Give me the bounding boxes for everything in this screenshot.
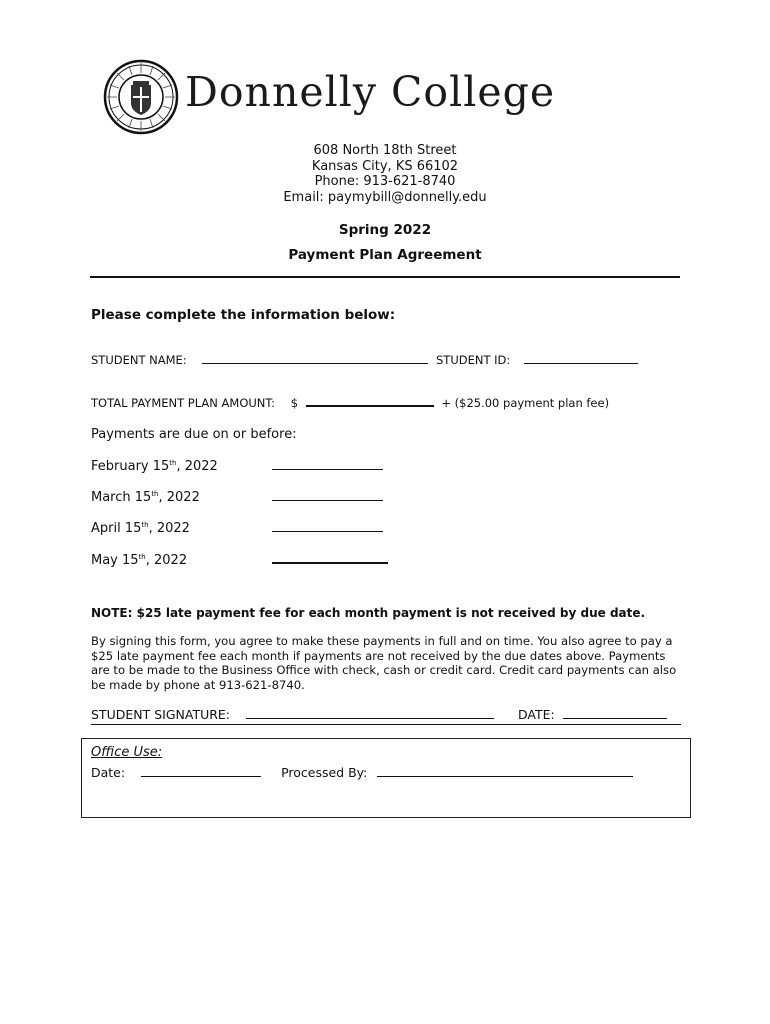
student-id-field[interactable] [524, 352, 638, 364]
phone-text: Phone: 913-621-8740 [314, 174, 456, 189]
office-date-label: Date: [91, 765, 126, 780]
currency-symbol: $ [290, 396, 299, 410]
due-date-year: , 2022 [145, 553, 188, 568]
due-date-row [91, 520, 383, 536]
signature-date-field[interactable] [563, 707, 667, 719]
college-name: Donnelly College [185, 68, 556, 116]
processed-by-field[interactable] [377, 765, 633, 777]
signature-label: STUDENT SIGNATURE: [91, 707, 231, 722]
office-use-row [91, 765, 633, 780]
signature-field[interactable] [246, 707, 494, 719]
due-heading: Payments are due on or before: [91, 427, 297, 442]
office-use-box [81, 738, 691, 818]
due-date-month: May 15 [91, 553, 139, 568]
due-date-amount-field[interactable] [272, 489, 383, 501]
instructions-heading: Please complete the information below: [91, 307, 396, 323]
due-date-month: April 15 [91, 521, 142, 536]
due-date-suffix: th [151, 490, 159, 498]
late-fee-note: NOTE: $25 late payment fee for each month payment is not received by due date. [91, 606, 646, 620]
due-date-suffix: th [169, 459, 177, 467]
fee-note: + ($25.00 payment plan fee) [441, 396, 610, 410]
due-date-row [91, 551, 388, 568]
due-date-suffix: th [141, 521, 149, 529]
signature-row [91, 707, 681, 725]
document-title: Payment Plan Agreement [288, 247, 482, 263]
college-seal-icon [103, 59, 179, 135]
due-date-amount-field[interactable] [272, 520, 383, 532]
address-street: 608 North 18th Street [313, 143, 457, 158]
office-use-heading: Office Use: [91, 745, 163, 760]
header-divider [90, 276, 680, 278]
signature-date-label: DATE: [518, 707, 555, 722]
due-date-year: , 2022 [158, 490, 200, 505]
address-block [0, 143, 770, 205]
due-date-amount-field[interactable] [272, 551, 388, 564]
student-name-label: STUDENT NAME: [91, 353, 187, 367]
due-date-amount-field[interactable] [272, 458, 383, 470]
due-date-month: February 15 [91, 459, 170, 474]
due-date-month: March 15 [91, 490, 152, 505]
total-amount-field[interactable] [306, 394, 434, 407]
student-name-field[interactable] [202, 352, 428, 364]
due-date-year: , 2022 [148, 521, 190, 536]
total-amount-label: TOTAL PAYMENT PLAN AMOUNT: [91, 396, 276, 410]
office-date-field[interactable] [141, 765, 261, 777]
due-date-row [91, 489, 383, 505]
address-city: Kansas City, KS 66102 [311, 158, 459, 174]
due-date-suffix: th [138, 553, 146, 561]
total-amount-row [91, 394, 609, 410]
processed-by-label: Processed By: [281, 765, 368, 780]
student-id-label: STUDENT ID: [436, 353, 511, 367]
student-info-row [91, 352, 638, 367]
due-date-year: , 2022 [176, 459, 218, 474]
agreement-paragraph: By signing this form, you agree to make these payments in full and on time. You also agree to pay a $25 late payment fee each month if payments are not received by the due dates above. Payments are to be made to the Business Office with check, cash or credit card. Credit card payments can also be made by phone at 913-621-8740. [91, 634, 677, 692]
email-text: Email: paymybill@donnelly.edu [283, 189, 487, 205]
due-date-row [91, 458, 383, 474]
term-heading: Spring 2022 [338, 222, 432, 238]
